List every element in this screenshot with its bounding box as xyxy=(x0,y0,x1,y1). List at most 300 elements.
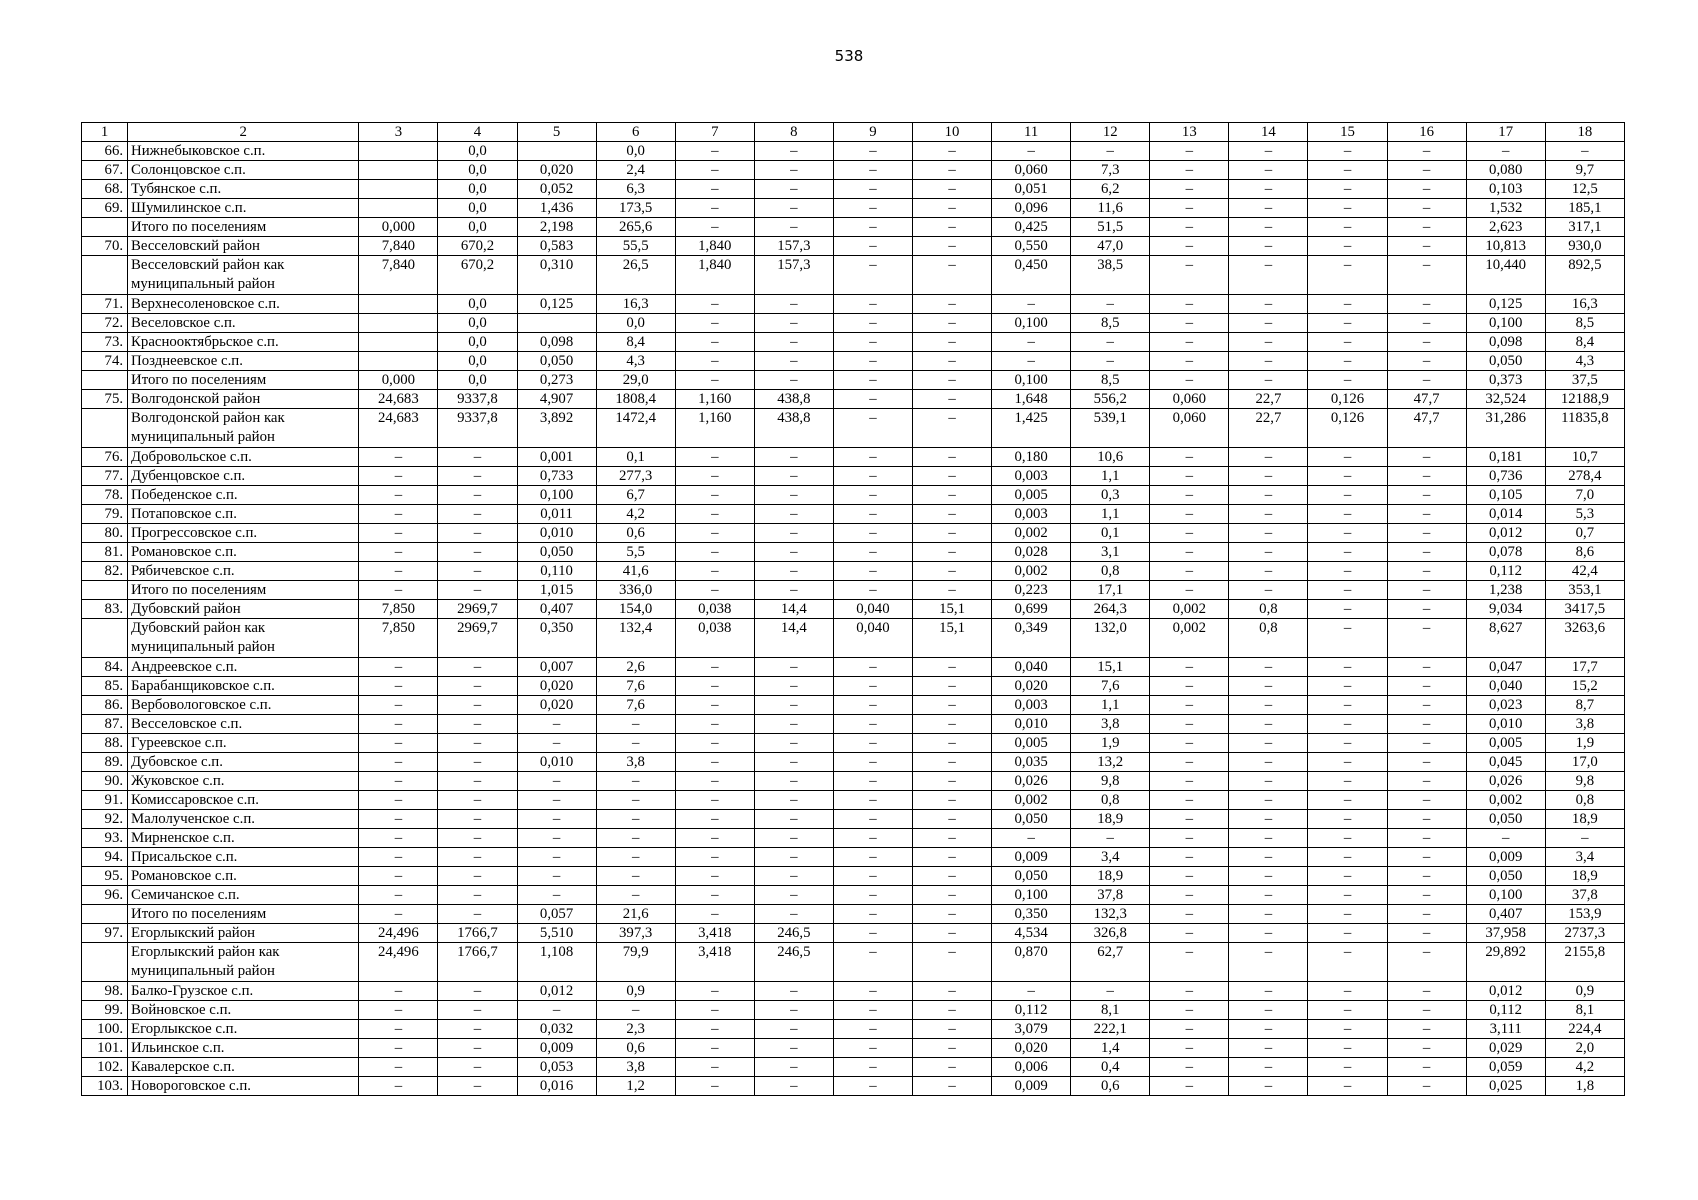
value-cell: 0,181 xyxy=(1466,448,1545,467)
value-cell: – xyxy=(754,905,833,924)
table-row xyxy=(82,409,1625,448)
value-cell: – xyxy=(913,753,992,772)
value-cell: – xyxy=(359,1058,438,1077)
value-cell: – xyxy=(1308,829,1387,848)
value-cell: – xyxy=(1229,848,1308,867)
value-cell: 3,4 xyxy=(1071,848,1150,867)
value-cell: – xyxy=(1387,486,1466,505)
row-number-cell: 72. xyxy=(82,314,128,333)
value-cell: – xyxy=(1150,791,1229,810)
value-cell: 18,9 xyxy=(1545,867,1624,886)
value-cell: – xyxy=(438,715,517,734)
value-cell: – xyxy=(833,1058,912,1077)
value-cell: – xyxy=(913,1058,992,1077)
table-row xyxy=(82,371,1625,390)
value-cell: – xyxy=(1387,1039,1466,1058)
value-cell: – xyxy=(517,1001,596,1020)
value-cell: 0,273 xyxy=(517,371,596,390)
value-cell: 0,407 xyxy=(1466,905,1545,924)
value-cell: – xyxy=(1229,352,1308,371)
value-cell: 0,0 xyxy=(438,199,517,218)
value-cell: – xyxy=(833,467,912,486)
value-cell: – xyxy=(1387,1001,1466,1020)
value-cell: – xyxy=(754,1077,833,1096)
value-cell: – xyxy=(992,829,1071,848)
value-cell: 7,0 xyxy=(1545,486,1624,505)
value-cell: – xyxy=(1229,543,1308,562)
value-cell: 1,1 xyxy=(1071,696,1150,715)
value-cell: 0,125 xyxy=(517,295,596,314)
value-cell: – xyxy=(438,543,517,562)
value-cell: – xyxy=(1150,677,1229,696)
value-cell: – xyxy=(1387,256,1466,295)
row-number-cell: 86. xyxy=(82,696,128,715)
value-cell: 7,850 xyxy=(359,600,438,619)
value-cell: 0,026 xyxy=(1466,772,1545,791)
value-cell: 0,0 xyxy=(438,142,517,161)
value-cell: 1,160 xyxy=(675,390,754,409)
value-cell: 0,105 xyxy=(1466,486,1545,505)
value-cell: 0,8 xyxy=(1229,619,1308,658)
value-cell: – xyxy=(1308,448,1387,467)
value-cell: – xyxy=(1150,581,1229,600)
value-cell: – xyxy=(675,295,754,314)
value-cell: – xyxy=(517,734,596,753)
value-cell: – xyxy=(1308,867,1387,886)
value-cell: – xyxy=(1150,810,1229,829)
table-row xyxy=(82,810,1625,829)
value-cell: 8,5 xyxy=(1545,314,1624,333)
value-cell: – xyxy=(675,696,754,715)
value-cell: – xyxy=(1150,295,1229,314)
value-cell: – xyxy=(675,715,754,734)
value-cell: – xyxy=(1071,333,1150,352)
value-cell: – xyxy=(596,715,675,734)
value-cell: 277,3 xyxy=(596,467,675,486)
value-cell: – xyxy=(1071,982,1150,1001)
value-cell: 930,0 xyxy=(1545,237,1624,256)
value-cell: – xyxy=(1545,142,1624,161)
value-cell: – xyxy=(596,772,675,791)
value-cell: – xyxy=(359,658,438,677)
value-cell: – xyxy=(359,982,438,1001)
value-cell: – xyxy=(675,199,754,218)
value-cell: – xyxy=(833,352,912,371)
value-cell: – xyxy=(359,848,438,867)
value-cell: – xyxy=(1308,772,1387,791)
value-cell: 0,310 xyxy=(517,256,596,295)
value-cell: 0,100 xyxy=(1466,314,1545,333)
row-number-cell: 92. xyxy=(82,810,128,829)
value-cell: 7,840 xyxy=(359,237,438,256)
value-cell: – xyxy=(833,791,912,810)
value-cell: 3,8 xyxy=(1545,715,1624,734)
value-cell: 47,7 xyxy=(1387,390,1466,409)
table-row xyxy=(82,1058,1625,1077)
value-cell: 0,3 xyxy=(1071,486,1150,505)
value-cell: – xyxy=(1150,467,1229,486)
settlement-name-cell: Кавалерское с.п. xyxy=(128,1058,359,1077)
value-cell: – xyxy=(1387,352,1466,371)
value-cell: – xyxy=(833,905,912,924)
table-row xyxy=(82,600,1625,619)
value-cell: – xyxy=(1308,543,1387,562)
settlement-name-cell: Андреевское с.п. xyxy=(128,658,359,677)
table-row xyxy=(82,161,1625,180)
value-cell: – xyxy=(438,829,517,848)
value-cell: – xyxy=(675,1058,754,1077)
settlement-name-cell: Семичанское с.п. xyxy=(128,886,359,905)
value-cell: 246,5 xyxy=(754,943,833,982)
value-cell: 1,436 xyxy=(517,199,596,218)
column-header: 7 xyxy=(675,123,754,142)
value-cell: 0,026 xyxy=(992,772,1071,791)
value-cell: 0,052 xyxy=(517,180,596,199)
value-cell: 0,733 xyxy=(517,467,596,486)
row-number-cell: 95. xyxy=(82,867,128,886)
value-cell: – xyxy=(1308,333,1387,352)
value-cell: – xyxy=(675,352,754,371)
value-cell: – xyxy=(833,295,912,314)
settlement-name-cell: Потаповское с.п. xyxy=(128,505,359,524)
value-cell: – xyxy=(1308,924,1387,943)
column-header: 8 xyxy=(754,123,833,142)
value-cell: – xyxy=(1387,772,1466,791)
value-cell: – xyxy=(1150,905,1229,924)
value-cell: 0,100 xyxy=(1466,886,1545,905)
value-cell: – xyxy=(754,352,833,371)
value-cell: 4,3 xyxy=(596,352,675,371)
value-cell: – xyxy=(754,791,833,810)
value-cell: – xyxy=(675,1077,754,1096)
value-cell: – xyxy=(1150,352,1229,371)
value-cell: 24,496 xyxy=(359,943,438,982)
value-cell: – xyxy=(1387,1020,1466,1039)
value-cell: – xyxy=(1387,562,1466,581)
value-cell: – xyxy=(1150,543,1229,562)
value-cell: – xyxy=(833,924,912,943)
value-cell: – xyxy=(1308,943,1387,982)
value-cell: – xyxy=(1229,295,1308,314)
settlement-name-cell: Итого по поселениям xyxy=(128,218,359,237)
data-table xyxy=(81,122,1625,1096)
value-cell xyxy=(359,314,438,333)
table-row xyxy=(82,448,1625,467)
value-cell: 0,050 xyxy=(1466,867,1545,886)
settlement-name-cell: Егорлыкское с.п. xyxy=(128,1020,359,1039)
value-cell: – xyxy=(675,810,754,829)
value-cell: – xyxy=(833,1039,912,1058)
row-number-cell: 70. xyxy=(82,237,128,256)
value-cell: 0,125 xyxy=(1466,295,1545,314)
value-cell: – xyxy=(438,467,517,486)
value-cell: 37,8 xyxy=(1545,886,1624,905)
value-cell: – xyxy=(833,486,912,505)
value-cell: 47,0 xyxy=(1071,237,1150,256)
value-cell: 37,958 xyxy=(1466,924,1545,943)
value-cell: – xyxy=(833,199,912,218)
page-number: 538 xyxy=(834,47,864,65)
table-row xyxy=(82,142,1625,161)
value-cell: 6,7 xyxy=(596,486,675,505)
value-cell: 2,0 xyxy=(1545,1039,1624,1058)
value-cell: 37,5 xyxy=(1545,371,1624,390)
value-cell: – xyxy=(1150,314,1229,333)
value-cell: – xyxy=(833,256,912,295)
value-cell: – xyxy=(1308,619,1387,658)
value-cell: – xyxy=(675,791,754,810)
value-cell: – xyxy=(1308,199,1387,218)
value-cell: 3,8 xyxy=(1071,715,1150,734)
table-row xyxy=(82,696,1625,715)
value-cell: 0,029 xyxy=(1466,1039,1545,1058)
value-cell: 1,1 xyxy=(1071,467,1150,486)
value-cell: – xyxy=(754,314,833,333)
value-cell: 7,840 xyxy=(359,256,438,295)
value-cell: 9,7 xyxy=(1545,161,1624,180)
value-cell: – xyxy=(359,867,438,886)
column-header: 4 xyxy=(438,123,517,142)
value-cell: – xyxy=(1308,753,1387,772)
value-cell: – xyxy=(1387,943,1466,982)
value-cell: 0,050 xyxy=(992,867,1071,886)
value-cell: 15,1 xyxy=(913,600,992,619)
header-row xyxy=(82,123,1625,142)
value-cell: – xyxy=(1387,848,1466,867)
value-cell: – xyxy=(1229,753,1308,772)
value-cell: – xyxy=(1387,505,1466,524)
settlement-name-cell: Дубовский район как муниципальный район xyxy=(128,619,359,658)
row-number-cell: 82. xyxy=(82,562,128,581)
row-number-cell xyxy=(82,943,128,982)
value-cell: 0,010 xyxy=(517,524,596,543)
value-cell: 15,1 xyxy=(913,619,992,658)
table-row xyxy=(82,867,1625,886)
value-cell: 0,550 xyxy=(992,237,1071,256)
value-cell: 9,8 xyxy=(1071,772,1150,791)
value-cell: – xyxy=(913,924,992,943)
value-cell: – xyxy=(1229,791,1308,810)
table-row xyxy=(82,829,1625,848)
value-cell: 0,0 xyxy=(438,295,517,314)
value-cell: – xyxy=(517,848,596,867)
value-cell: – xyxy=(438,1020,517,1039)
value-cell: – xyxy=(1229,256,1308,295)
value-cell: – xyxy=(913,905,992,924)
value-cell: – xyxy=(438,1039,517,1058)
value-cell: 0,373 xyxy=(1466,371,1545,390)
value-cell: – xyxy=(1229,829,1308,848)
value-cell: 0,002 xyxy=(992,524,1071,543)
value-cell: – xyxy=(913,161,992,180)
value-cell: – xyxy=(833,390,912,409)
value-cell: – xyxy=(1308,734,1387,753)
settlement-name-cell: Добровольское с.п. xyxy=(128,448,359,467)
table-row xyxy=(82,390,1625,409)
value-cell: 0,002 xyxy=(1150,619,1229,658)
value-cell: – xyxy=(1387,600,1466,619)
value-cell xyxy=(359,199,438,218)
value-cell: 132,4 xyxy=(596,619,675,658)
value-cell: – xyxy=(913,982,992,1001)
value-cell: – xyxy=(1308,467,1387,486)
value-cell: 0,002 xyxy=(1466,791,1545,810)
value-cell: 1,840 xyxy=(675,256,754,295)
settlement-name-cell: Мирненское с.п. xyxy=(128,829,359,848)
value-cell: – xyxy=(1150,943,1229,982)
value-cell: – xyxy=(913,524,992,543)
value-cell: 278,4 xyxy=(1545,467,1624,486)
value-cell: – xyxy=(1229,905,1308,924)
value-cell: 0,003 xyxy=(992,467,1071,486)
value-cell: – xyxy=(359,1020,438,1039)
value-cell: – xyxy=(1387,218,1466,237)
value-cell: – xyxy=(1229,658,1308,677)
value-cell: – xyxy=(359,715,438,734)
value-cell xyxy=(359,295,438,314)
value-cell: 0,040 xyxy=(833,619,912,658)
value-cell: 12,5 xyxy=(1545,180,1624,199)
table-row xyxy=(82,486,1625,505)
value-cell: 0,736 xyxy=(1466,467,1545,486)
value-cell: – xyxy=(1150,218,1229,237)
value-cell: – xyxy=(754,218,833,237)
value-cell: 1,160 xyxy=(675,409,754,448)
value-cell: – xyxy=(1150,199,1229,218)
value-cell: – xyxy=(596,886,675,905)
value-cell: – xyxy=(1387,791,1466,810)
value-cell: – xyxy=(1308,658,1387,677)
value-cell: – xyxy=(1387,581,1466,600)
value-cell: 317,1 xyxy=(1545,218,1624,237)
table-row xyxy=(82,199,1625,218)
value-cell: 3,892 xyxy=(517,409,596,448)
value-cell: – xyxy=(913,505,992,524)
value-cell: 0,000 xyxy=(359,371,438,390)
value-cell: 0,080 xyxy=(1466,161,1545,180)
table-row xyxy=(82,256,1625,295)
value-cell: 3,418 xyxy=(675,924,754,943)
value-cell: – xyxy=(1150,333,1229,352)
table-row xyxy=(82,715,1625,734)
column-header: 14 xyxy=(1229,123,1308,142)
value-cell: 1,2 xyxy=(596,1077,675,1096)
value-cell: – xyxy=(359,677,438,696)
value-cell: 3417,5 xyxy=(1545,600,1624,619)
value-cell: 14,4 xyxy=(754,619,833,658)
value-cell: – xyxy=(754,467,833,486)
value-cell: 132,3 xyxy=(1071,905,1150,924)
row-number-cell: 67. xyxy=(82,161,128,180)
column-header: 18 xyxy=(1545,123,1624,142)
value-cell: – xyxy=(913,772,992,791)
row-number-cell: 103. xyxy=(82,1077,128,1096)
value-cell: – xyxy=(833,505,912,524)
table-row xyxy=(82,562,1625,581)
value-cell: – xyxy=(833,448,912,467)
value-cell: 132,0 xyxy=(1071,619,1150,658)
value-cell: 224,4 xyxy=(1545,1020,1624,1039)
value-cell: 0,0 xyxy=(438,180,517,199)
value-cell: – xyxy=(1466,142,1545,161)
value-cell: 9337,8 xyxy=(438,390,517,409)
value-cell: – xyxy=(833,180,912,199)
value-cell: – xyxy=(1308,256,1387,295)
value-cell: 16,3 xyxy=(596,295,675,314)
value-cell: 0,012 xyxy=(517,982,596,1001)
value-cell: 15,2 xyxy=(1545,677,1624,696)
settlement-name-cell: Войновское с.п. xyxy=(128,1001,359,1020)
value-cell: 556,2 xyxy=(1071,390,1150,409)
value-cell: – xyxy=(754,658,833,677)
row-number-cell xyxy=(82,619,128,658)
value-cell: 7,6 xyxy=(596,677,675,696)
value-cell: 0,050 xyxy=(517,352,596,371)
value-cell: 2,6 xyxy=(596,658,675,677)
value-cell: – xyxy=(992,142,1071,161)
value-cell: – xyxy=(913,199,992,218)
settlement-name-cell: Прогрессовское с.п. xyxy=(128,524,359,543)
value-cell: 222,1 xyxy=(1071,1020,1150,1039)
settlement-name-cell: Веселовское с.п. xyxy=(128,314,359,333)
row-number-cell: 90. xyxy=(82,772,128,791)
value-cell: 0,005 xyxy=(1466,734,1545,753)
value-cell: – xyxy=(1387,867,1466,886)
value-cell: 2155,8 xyxy=(1545,943,1624,982)
value-cell: 10,6 xyxy=(1071,448,1150,467)
value-cell: 0,450 xyxy=(992,256,1071,295)
value-cell: 539,1 xyxy=(1071,409,1150,448)
value-cell: – xyxy=(1308,371,1387,390)
value-cell: 0,6 xyxy=(1071,1077,1150,1096)
value-cell: 0,012 xyxy=(1466,524,1545,543)
value-cell: – xyxy=(1308,886,1387,905)
value-cell: – xyxy=(833,314,912,333)
value-cell: 51,5 xyxy=(1071,218,1150,237)
value-cell: – xyxy=(1229,1039,1308,1058)
value-cell: – xyxy=(596,810,675,829)
value-cell: 0,025 xyxy=(1466,1077,1545,1096)
value-cell: – xyxy=(754,142,833,161)
value-cell: – xyxy=(913,734,992,753)
column-header: 16 xyxy=(1387,123,1466,142)
value-cell: – xyxy=(913,696,992,715)
value-cell: – xyxy=(833,658,912,677)
value-cell: 0,059 xyxy=(1466,1058,1545,1077)
value-cell: – xyxy=(675,142,754,161)
column-header: 13 xyxy=(1150,123,1229,142)
value-cell: – xyxy=(1387,715,1466,734)
value-cell: 5,3 xyxy=(1545,505,1624,524)
settlement-name-cell: Итого по поселениям xyxy=(128,905,359,924)
value-cell: – xyxy=(754,524,833,543)
table-row xyxy=(82,905,1625,924)
value-cell: – xyxy=(1387,810,1466,829)
value-cell: – xyxy=(438,486,517,505)
row-number-cell xyxy=(82,581,128,600)
row-number-cell: 96. xyxy=(82,886,128,905)
settlement-name-cell: Весселовский район xyxy=(128,237,359,256)
value-cell: 0,100 xyxy=(517,486,596,505)
value-cell: 0,1 xyxy=(1071,524,1150,543)
table-row xyxy=(82,886,1625,905)
value-cell: 2969,7 xyxy=(438,619,517,658)
value-cell: – xyxy=(1308,715,1387,734)
settlement-name-cell: Вербовологовское с.п. xyxy=(128,696,359,715)
value-cell: 438,8 xyxy=(754,409,833,448)
value-cell: 7,6 xyxy=(596,696,675,715)
value-cell: 0,0 xyxy=(438,314,517,333)
